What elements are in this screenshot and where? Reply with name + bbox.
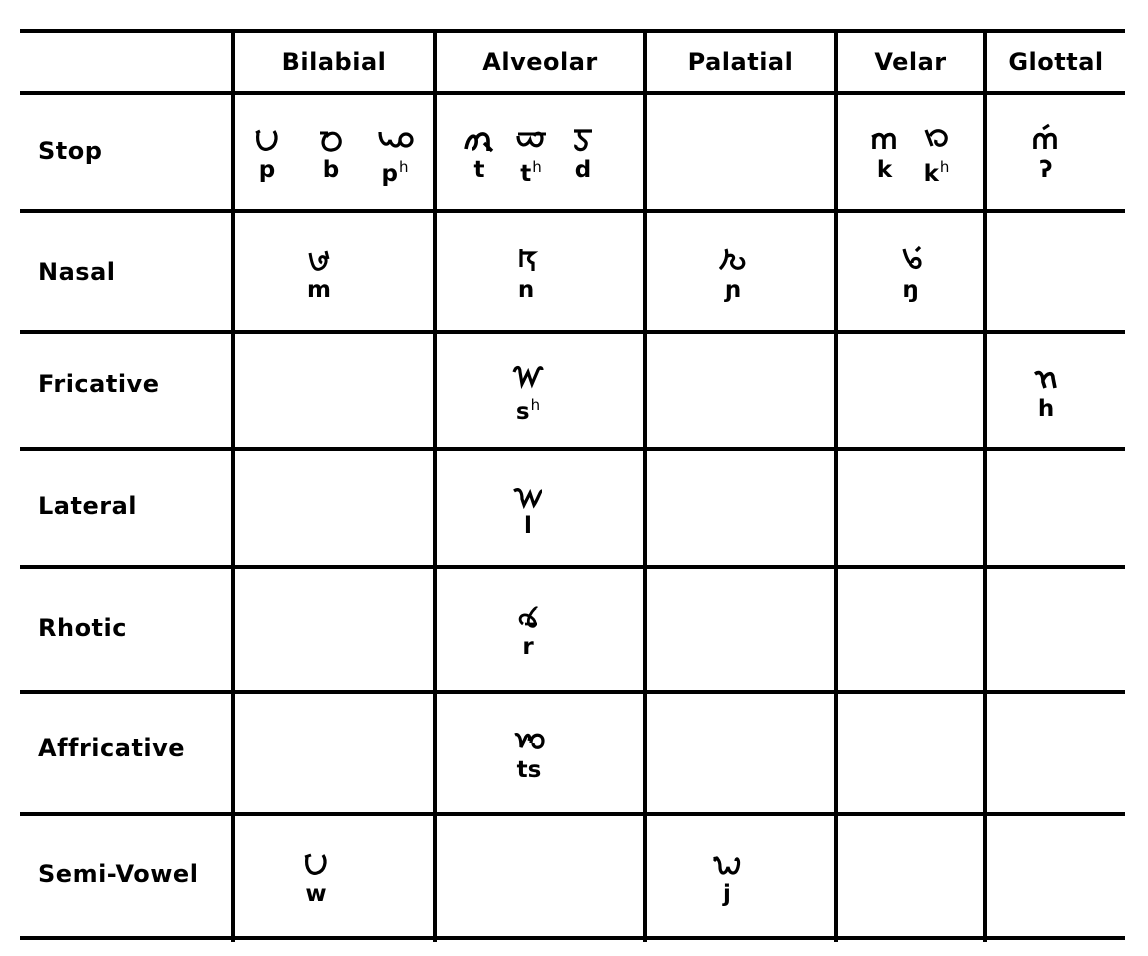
script-t-glyph-icon <box>462 117 496 155</box>
ipa-symbol: k <box>923 160 939 187</box>
ipa-symbol: h <box>1037 395 1055 422</box>
script-b-glyph-icon <box>314 117 348 155</box>
cell-fricative-alveolar <box>437 334 619 445</box>
cell-lateral-alveolar <box>437 451 619 563</box>
cell-semivowel-palatial <box>647 816 807 934</box>
column-header-glottal: Glottal <box>1008 48 1104 76</box>
row-header-affricative: Affricative <box>38 734 186 762</box>
ipa-symbol: r <box>522 634 534 660</box>
ipa-symbol: p <box>258 157 276 183</box>
script-th-glyph-icon <box>514 114 548 152</box>
ipa-symbol: b <box>322 157 340 183</box>
ipa-symbol: ŋ <box>902 276 919 303</box>
cell-nasal-bilabial <box>235 213 403 328</box>
script-m-glyph-icon <box>302 237 336 275</box>
ipa-symbol: l <box>524 513 532 539</box>
aspiration-mark: h <box>530 396 541 414</box>
script-sh-glyph-icon <box>511 352 545 390</box>
aspiration-mark: h <box>532 157 542 176</box>
phoneme <box>859 117 911 185</box>
phoneme <box>502 473 554 541</box>
cell-nasal-velar <box>838 213 983 328</box>
script-j-glyph-icon <box>710 841 744 879</box>
phoneme <box>241 117 293 185</box>
aspiration-mark: h <box>398 157 409 176</box>
row-header-nasal: Nasal <box>38 257 116 286</box>
cell-fricative-glottal <box>987 334 1105 445</box>
ipa-symbol: t <box>473 157 485 183</box>
script-l-glyph-icon <box>511 473 545 511</box>
cell-rhotic-alveolar <box>437 569 619 687</box>
script-kh-glyph-icon <box>920 114 954 152</box>
script-n-glyph-icon <box>509 237 543 275</box>
column-header-bilabial: Bilabial <box>281 48 387 76</box>
cell-nasal-palatial <box>647 213 819 328</box>
phoneme <box>290 841 342 909</box>
cell-stop-alveolar <box>437 95 643 207</box>
ipa-symbol: m <box>307 276 331 303</box>
script-w-glyph-icon <box>299 841 333 879</box>
cell-stop-palatial <box>647 95 834 207</box>
column-header-velar: Velar <box>874 48 947 76</box>
ipa-symbol: w <box>305 881 327 907</box>
cell-semivowel-bilabial <box>235 816 397 934</box>
phoneme <box>503 717 555 785</box>
phoneme <box>885 237 937 305</box>
phoneme <box>1020 356 1072 424</box>
phoneme <box>369 114 421 189</box>
script-ph-glyph-icon <box>378 114 412 152</box>
cell-stop-bilabial <box>235 95 431 207</box>
phoneme <box>707 237 759 305</box>
ipa-symbol: t <box>520 160 532 187</box>
ipa-symbol: k <box>876 157 893 183</box>
script-ts-glyph-icon <box>512 717 546 755</box>
phoneme <box>305 117 357 185</box>
phoneme <box>502 594 554 662</box>
ipa-symbol: s <box>515 399 530 425</box>
ipa-symbol: j <box>723 881 731 907</box>
ipa-symbol: ɲ <box>724 276 742 303</box>
phoneme <box>293 237 345 305</box>
cell-nasal-alveolar <box>437 213 615 328</box>
ipa-symbol: p <box>381 160 398 187</box>
phoneme <box>557 117 609 185</box>
column-header-alveolar: Alveolar <box>482 48 598 76</box>
ipa-symbol: d <box>574 157 592 183</box>
row-header-stop: Stop <box>38 137 103 165</box>
script-ng-glyph-icon <box>894 237 928 275</box>
phoneme <box>505 114 557 189</box>
ipa-symbol: ʔ <box>1039 157 1053 183</box>
row-header-fricative: Fricative <box>38 370 160 398</box>
row-header-semi-vowel: Semi-Vowel <box>38 860 199 888</box>
ipa-symbol: n <box>517 276 535 303</box>
script-d-glyph-icon <box>566 117 600 155</box>
phoneme <box>1020 117 1072 185</box>
phoneme <box>701 841 753 909</box>
cell-stop-glottal <box>987 95 1105 207</box>
phoneme <box>500 237 552 305</box>
script-k-glyph-icon <box>868 117 902 155</box>
column-header-palatial: Palatial <box>687 48 794 76</box>
phoneme <box>502 352 554 427</box>
script-p-glyph-icon <box>250 117 284 155</box>
cell-stop-velar <box>838 95 983 207</box>
script-glottal-stop-glyph-icon <box>1029 117 1063 155</box>
row-header-lateral: Lateral <box>38 492 137 520</box>
phoneme <box>453 117 505 185</box>
aspiration-mark: h <box>939 157 950 176</box>
phoneme <box>911 114 963 189</box>
row-divider <box>20 936 1125 940</box>
row-header-rhotic: Rhotic <box>38 614 127 642</box>
script-h-glyph-icon <box>1029 356 1063 394</box>
script-r-glyph-icon <box>511 594 545 632</box>
ipa-symbol: ts <box>516 757 542 783</box>
script-ny-glyph-icon <box>716 237 750 275</box>
cell-affricative-alveolar <box>437 694 621 808</box>
